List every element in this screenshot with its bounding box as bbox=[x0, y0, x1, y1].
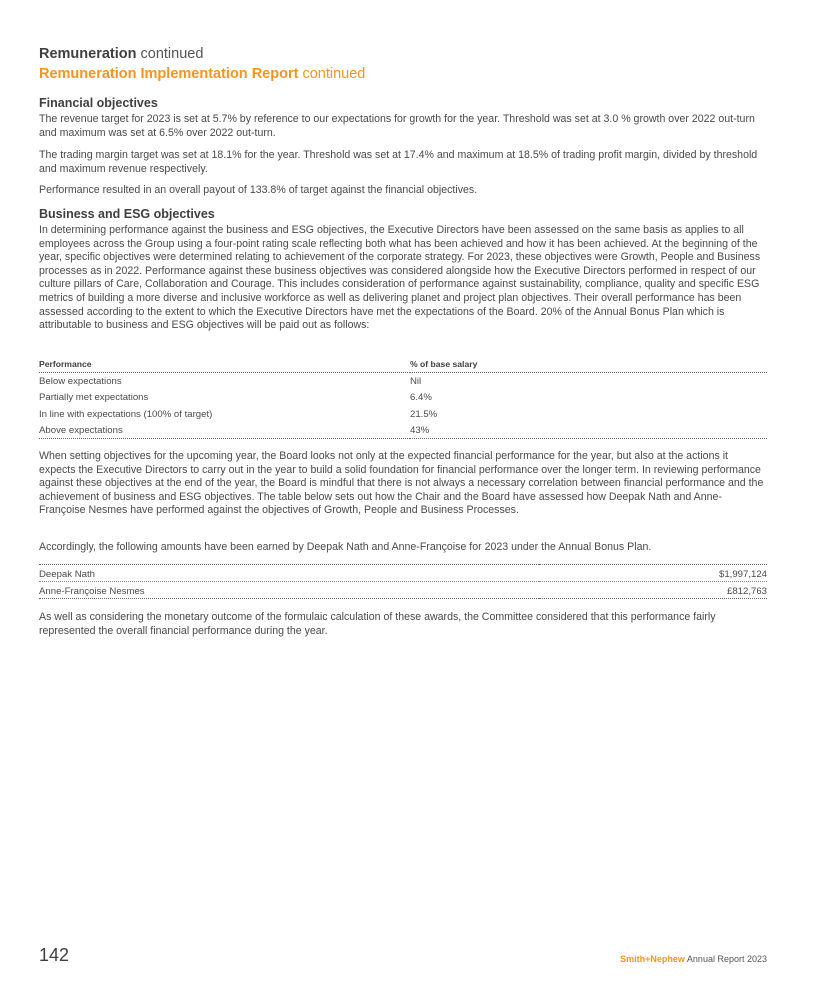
closing-paragraph: As well as considering the monetary outcome of the formulaic calculation of these awards, the Committee considered that this performance fairly represented the overall financial performance during the year. bbox=[39, 611, 716, 637]
performance-value: 43% bbox=[410, 422, 767, 439]
performance-label: Below expectations bbox=[39, 376, 122, 388]
bonus-amount: $1,997,124 bbox=[539, 565, 767, 582]
table-row bbox=[39, 406, 767, 422]
performance-label: Partially met expectations bbox=[39, 392, 149, 404]
financial-revenue-paragraph: The revenue target for 2023 is set at 5.7% by reference to our expectations for growth for the year. Threshold was set at 3.0 % growth over 2022 out-turn and maximum was set at 6.5% over 2022 out-turn. bbox=[39, 113, 755, 139]
performance-label: Above expectations bbox=[39, 422, 410, 439]
salary-column-header: % of base salary bbox=[410, 357, 767, 373]
footer-brand bbox=[620, 954, 767, 964]
director-name: Anne-Françoise Nesmes bbox=[39, 582, 539, 599]
brand-logo: Smith+Nephew bbox=[620, 954, 685, 964]
page-number: 142 bbox=[39, 945, 70, 965]
financial-payout-paragraph: Performance resulted in an overall payout of 133.8% of target against the financial objectives. bbox=[39, 184, 478, 196]
performance-table bbox=[39, 357, 767, 439]
bonus-amount: £812,763 bbox=[539, 582, 767, 599]
table-row bbox=[39, 389, 767, 405]
subsection-title: Remuneration Implementation Report continued bbox=[39, 66, 366, 82]
performance-column-header: Performance bbox=[39, 357, 410, 373]
financial-objectives-heading: Financial objectives bbox=[39, 96, 158, 110]
objectives-setting-paragraph: When setting objectives for the upcoming year, the Board looks not only at the expected financial performance for the year, but also at the actions it expects the Executive Directors to carry out in the year to build a solid foundation for financial performance over the longer term. In reviewing performance against these objectives at the end of the year, the Board is mindful that there is not always a necessary correlation between financial performance and the achievement of business and ESG objectives. The table below sets out how the Chair and the Board have assessed how Deepak Nath and Anne-Françoise Nesmes have performed against the objectives of Growth, People and Business Processes. bbox=[39, 450, 764, 517]
business-esg-paragraph: In determining performance against the business and ESG objectives, the Executive Directors have been assessed on the same basis as applies to all employees across the Group using a four-point rating scale reflecting both what has been achieved and how it has been achieved. At the beginning of the year, specific objectives were determined relating to achievement of the corporate strategy. For 2023, these objectives were Growth, People and Business processes as in 2022. Performance against these business objectives was considered alongside how the Executive Directors performed in respect of our culture pillars of Care, Collaboration and Courage. This includes consideration of performance against sustainability, compliance, quality and specific ESG metrics of building a more diverse and inclusive workforce as well as delivering planet and project plan objectives. Their overall performance has been assessed according to the extent to which the Executive Directors have met the expectations of the Board. 20% of the Annual Bonus Plan which is attributable to business and ESG objectives will be paid out as follows: bbox=[39, 224, 761, 332]
table-row bbox=[39, 422, 767, 439]
financial-margin-paragraph: The trading margin target was set at 18.1% for the year. Threshold was set at 17.4% and maximum at 18.5% of trading profit margin, divided by threshold and maximum revenue respectively. bbox=[39, 149, 758, 175]
performance-value: 6.4% bbox=[410, 392, 432, 404]
bonus-earned-table bbox=[39, 564, 767, 599]
report-title: Annual Report 2023 bbox=[684, 954, 767, 964]
table-row bbox=[39, 582, 767, 599]
business-esg-heading: Business and ESG objectives bbox=[39, 207, 215, 221]
performance-value: Nil bbox=[410, 376, 422, 388]
performance-value: 21.5% bbox=[410, 408, 438, 420]
amounts-earned-paragraph: Accordingly, the following amounts have been earned by Deepak Nath and Anne-Françoise for 2023 under the Annual Bonus Plan. bbox=[39, 541, 652, 553]
performance-label: In line with expectations (100% of target) bbox=[39, 408, 213, 420]
table-row bbox=[39, 373, 767, 390]
performance-table-header bbox=[39, 357, 767, 373]
section-title: Remuneration continued bbox=[39, 46, 204, 62]
table-row bbox=[39, 565, 767, 582]
director-name: Deepak Nath bbox=[39, 565, 539, 582]
